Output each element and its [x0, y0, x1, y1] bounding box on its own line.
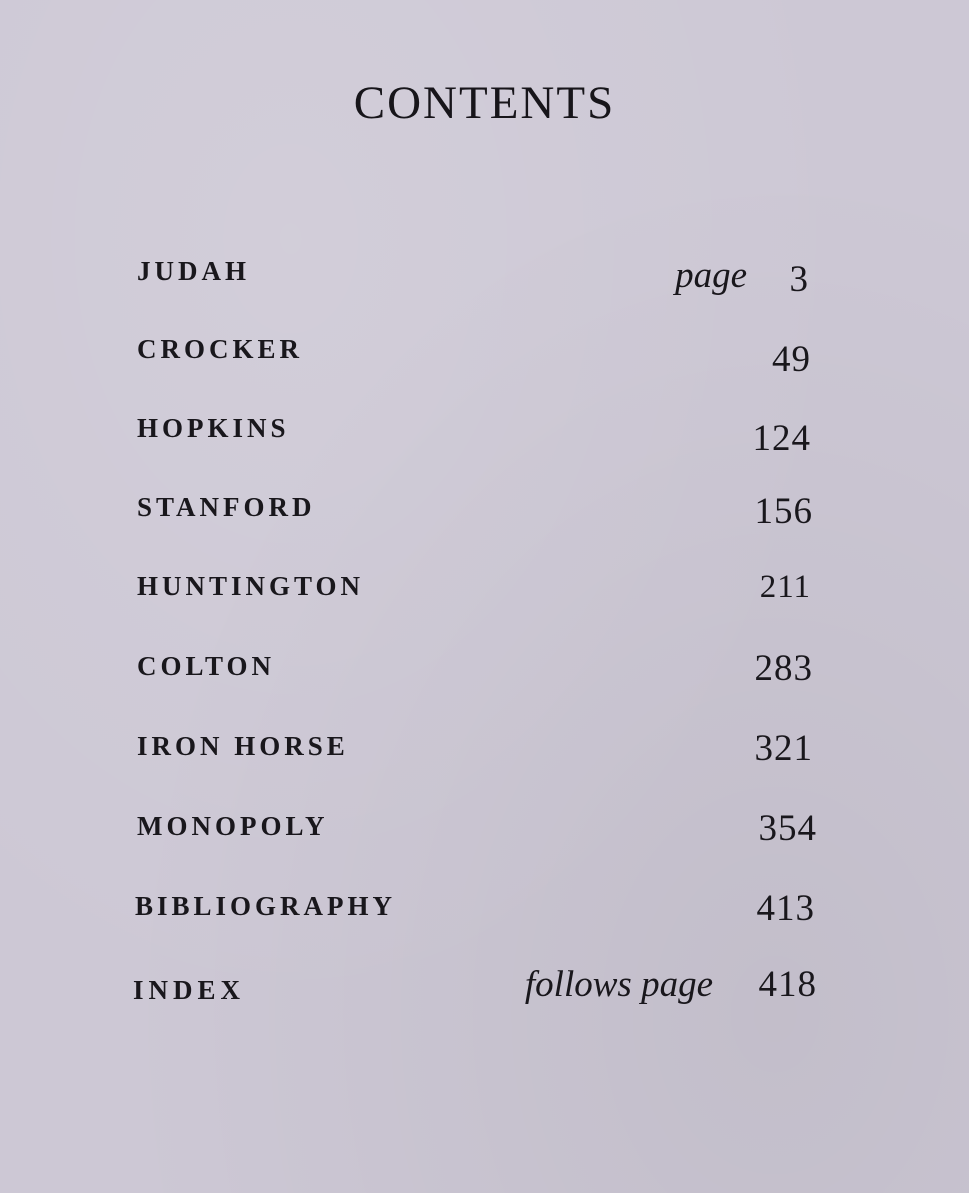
toc-entry-page: 49	[772, 339, 811, 380]
toc-entry-huntington	[0, 571, 969, 621]
toc-entry-title: IRON HORSE	[137, 731, 349, 761]
toc-entry-monopoly	[0, 808, 969, 861]
toc-entry-page: 124	[752, 418, 811, 459]
toc-entry-title: INDEX	[133, 975, 246, 1005]
toc-entry-bibliography	[0, 888, 969, 941]
toc-entry-page: 3	[789, 259, 809, 300]
toc-entry-prefix: follows page	[524, 964, 713, 1005]
toc-entry-title: MONOPOLY	[137, 811, 329, 841]
toc-entry-title: COLTON	[137, 651, 276, 681]
toc-entry-page: 211	[759, 569, 811, 605]
toc-entry-iron-horse	[0, 728, 969, 781]
toc-entry-page: 156	[754, 491, 813, 532]
toc-entry-prefix: page	[675, 255, 747, 296]
toc-entry-colton	[0, 648, 969, 701]
toc-entry-page: 321	[754, 728, 813, 769]
toc-entry-title: STANFORD	[137, 492, 316, 522]
toc-entry-index	[0, 964, 969, 1021]
toc-entry-hopkins	[0, 413, 969, 463]
toc-entry-title: CROCKER	[137, 334, 304, 364]
toc-entry-page: 283	[754, 648, 813, 689]
toc-entry-page: 413	[756, 888, 815, 929]
toc-entry-title: BIBLIOGRAPHY	[135, 891, 397, 921]
toc-entry-stanford	[0, 492, 969, 542]
toc-entry-title: JUDAH	[137, 256, 250, 286]
toc-entry-title: HOPKINS	[137, 413, 290, 443]
toc-entry-title: HUNTINGTON	[137, 571, 365, 601]
toc-entry-page: 418	[758, 964, 817, 1005]
toc-entry-page: 354	[758, 808, 817, 849]
toc-entry-crocker	[0, 334, 969, 384]
page-title: CONTENTS	[353, 77, 616, 129]
toc-entry-judah	[0, 254, 969, 304]
